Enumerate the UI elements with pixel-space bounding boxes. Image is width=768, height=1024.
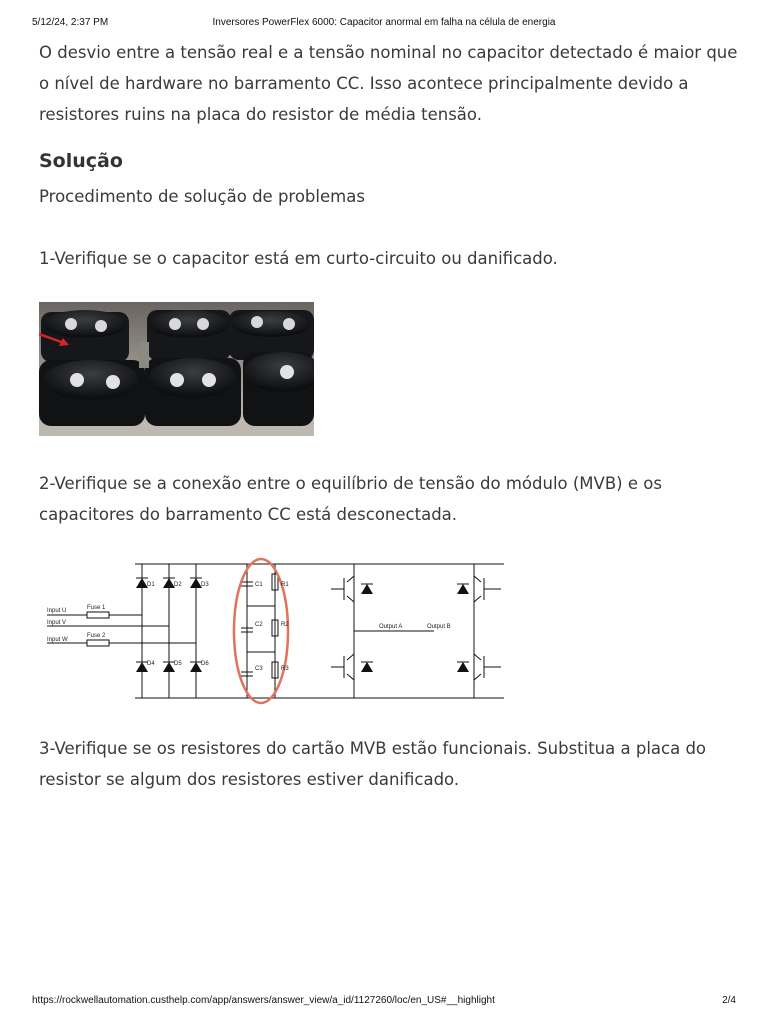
capacitor-can [145,358,241,426]
capacitor-can [147,310,231,360]
procedure-subheading: Procedimento de solução de problemas [39,187,365,206]
input-w-label: Input W [47,637,68,643]
input-u-label: Input U [47,608,67,614]
diode-d1-label: D1 [147,582,155,588]
print-url: https://rockwellautomation.custhelp.com/app/answers/answer_view/a_id/1127260/loc/en_US#__highlight [32,995,495,1006]
diode-d2-label: D2 [174,582,182,588]
circuit-schematic [39,548,509,706]
step-1-text: 1-Verifique se o capacitor está em curto-circuito ou danificado. [39,249,558,268]
resistor-r1-label: R1 [281,582,289,588]
diode-d5-label: D5 [174,661,182,667]
output-b-label: Output B [427,624,451,630]
solution-heading: Solução [39,150,123,172]
diode-d3-label: D3 [201,582,209,588]
print-title: Inversores PowerFlex 6000: Capacitor anormal em falha na célula de energia [212,17,556,28]
capacitor-c3-label: C3 [255,666,263,672]
capacitor-photo [39,302,314,436]
intro-paragraph: O desvio entre a tensão real e a tensão nominal no capacitor detectado é maior que o nível de hardware no barramento CC. Isso acontece principalmente devido a resistores ruins na placa do resistor de média tensão. [39,43,738,124]
fuse-2-label: Fuse 2 [87,633,106,639]
capacitor-c1-label: C1 [255,582,263,588]
step-3-text: 3-Verifique se os resistores do cartão MVB estão funcionais. Substitua a placa do resistor se algum dos resistores estiver danificado. [39,739,707,789]
output-a-label: Output A [379,624,403,630]
highlight-circle [234,559,288,703]
capacitor-c2-label: C2 [255,622,263,628]
print-date: 5/12/24, 2:37 PM [32,17,109,28]
page-number: 2/4 [722,995,736,1006]
capacitor-can [41,310,129,362]
input-v-label: Input V [47,620,67,626]
resistor-r3-label: R3 [281,666,289,672]
resistor-r2-label: R2 [281,622,289,628]
diode-d4-label: D4 [147,661,155,667]
fuse-1-label: Fuse 1 [87,605,106,611]
capacitor-can [39,360,145,426]
step-2-text: 2-Verifique se a conexão entre o equilíbrio de tensão do módulo (MVB) e os capacitores do barramento CC está desconectada. [39,474,662,524]
diode-d6-label: D6 [201,661,209,667]
capacitor-can [243,352,314,426]
